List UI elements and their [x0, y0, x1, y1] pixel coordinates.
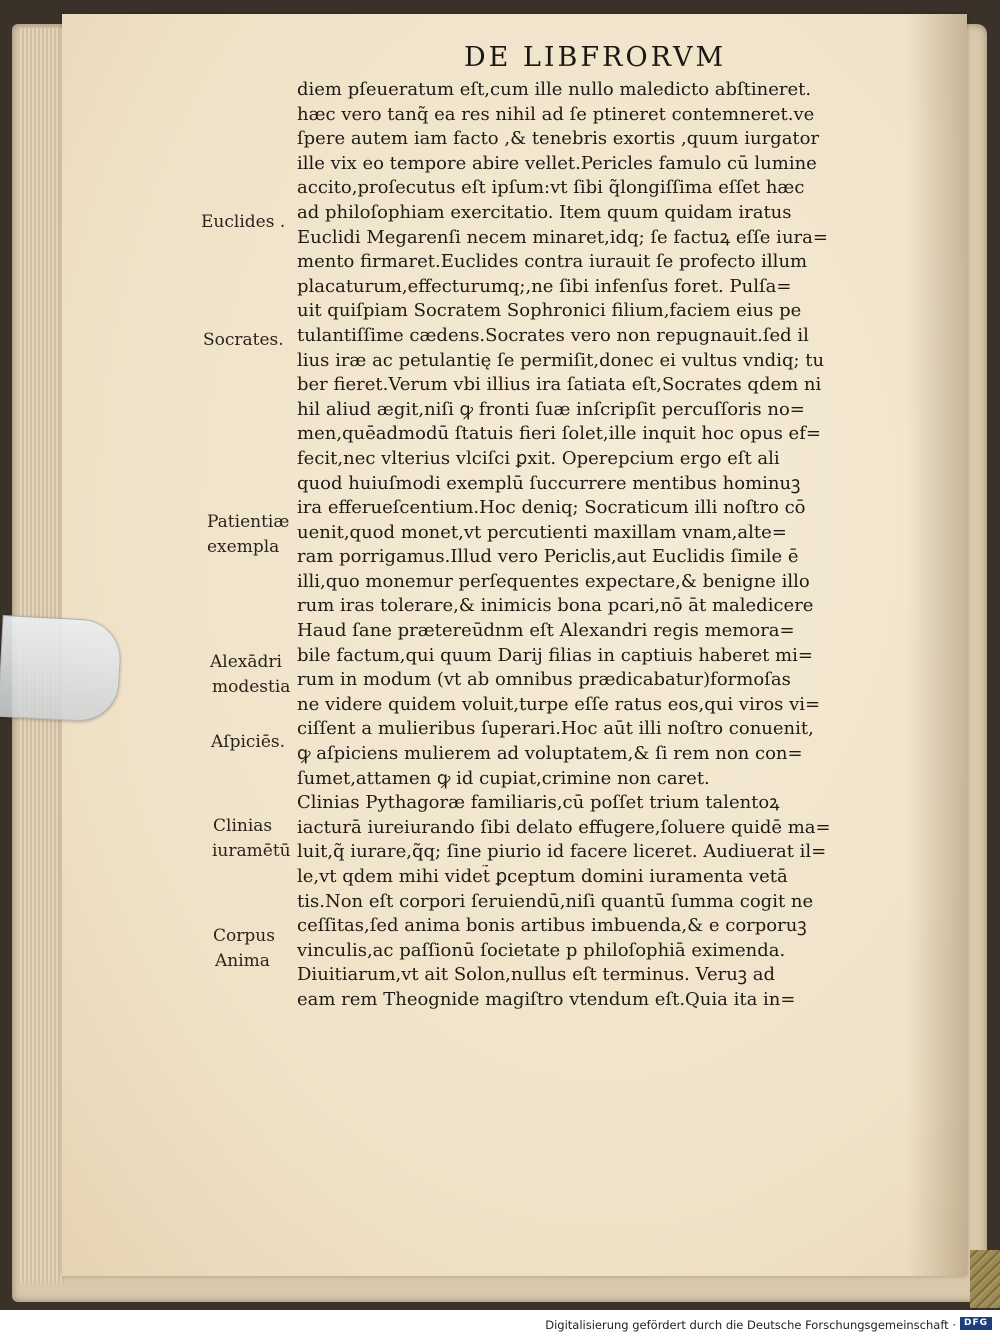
margin-note-euclides: Euclides . [201, 212, 286, 232]
text-line: ad philoſophiam exercitatio. Item quum quidam iratus [297, 201, 792, 223]
text-line: le,vt qdem mihi videt̃ ꝑceptum domini iuramenta vetā [297, 866, 788, 887]
text-line: ciſſent a mulieribus ſuperari.Hoc aūt illi noſtro conuenit, [297, 718, 814, 740]
margin-note-exempla: exempla [207, 537, 280, 557]
margin-note-anima: Anima [215, 951, 270, 971]
text-line: illi,quo monemur perſequentes expectare,& benigne illo [297, 570, 810, 592]
text-line: tis.Non eſt corpori ſeruiendū,niſi quantū ſumma cogit ne [297, 890, 814, 912]
text-line: mento firmaret.Euclides contra iurauit ſe profecto illum [297, 251, 808, 273]
text-line: Euclidi Megarenſi necem minaret,idq; ſe factuꝝ eſſe iura= [297, 226, 828, 248]
text-line: uit quiſpiam Socratem Sophronici filium,faciem eius pe [297, 300, 802, 322]
text-line: hæc vero tanq̃ ea res nihil ad ſe ptineret contemneret.ve [297, 103, 815, 125]
text-line: luit,q̃ iurare,q̃q; ſine piurio id facere liceret. Audiuerat il= [297, 841, 827, 863]
text-line: accito,proſecutus eſt ipſum:vt ſibi q̃longiſſima eſſet hæc [297, 177, 805, 199]
text-line: ille vix eo tempore abire vellet.Pericles famulo cū lumine [297, 152, 817, 174]
text-line: ira efferueſcentium.Hoc deniq; Socraticum illi noſtro cō [297, 497, 806, 519]
margin-note-socrates: Socrates. [203, 330, 284, 350]
dfg-logo: DFG [960, 1317, 992, 1330]
margin-note-corpus: Corpus [213, 926, 275, 946]
gutter-shadow [907, 14, 967, 1276]
text-line: tulantiſſime cædens.Socrates vero non repugnauit.ſed il [297, 324, 809, 346]
text-line: ſumet,attamen ꝙ id cupiat,crimine non caret. [297, 767, 710, 789]
text-line: fecit,nec vlterius vlciſci ꝑxit. Operepcium ergo eſt ali [297, 447, 780, 469]
text-line: rum in modum (vt ab omnibus prædicabatur)formoſas [297, 669, 791, 691]
text-line: ceſſitas,ſed anima bonis artibus imbuenda,& e corporuꝫ [297, 915, 807, 937]
text-line: Diuitiarum,vt ait Solon,nullus eſt terminus. Veruꝫ ad [297, 964, 775, 986]
text-line: placaturum,effecturumq;,ne ſibi infenſus foret. Pulſa= [297, 275, 792, 297]
text-line: eam rem Theognide magiſtro vtendum eſt.Quia ita in= [297, 988, 796, 1010]
footer-bar [0, 1310, 1000, 1337]
margin-note-clinias: Clinias [213, 816, 273, 836]
text-line: rum iras tolerare,& inimicis bona pcari,nō āt maledicere [297, 595, 814, 617]
text-line: men,quēadmodū ſtatuis fieri ſolet,ille inquit hoc opus ef= [297, 423, 821, 445]
margin-note-iuramentum: iuramētū [212, 841, 291, 861]
text-line: ne videre quidem voluit,turpe eſſe ratus eos,qui viros vi= [297, 693, 821, 715]
bookmark-strip [0, 615, 123, 723]
text-line: ſpere autem iam facto ,& tenebris exortis ,quum iurgator [297, 128, 820, 150]
margin-note-aspiciens: Aſpiciēs. [211, 732, 286, 752]
text-line: ram porrigamus.Illud vero Periclis,aut Euclidis ſimile ē [297, 546, 799, 568]
text-line: lius iræ ac petulantię ſe permiſit,donec ei vultus vndiq; tu [297, 349, 825, 371]
margin-note-alexandri: Alexādri [210, 652, 282, 672]
text-line: ꝙ aſpiciens mulierem ad voluptatem,& ſi rem non con= [297, 743, 803, 765]
text-line: Clinias Pythagoræ familiaris,cū poſſet trium talentoꝝ [297, 792, 780, 814]
text-line: ber fieret.Verum vbi illius ira ſatiata eſt,Socrates qdem ni [297, 374, 822, 396]
ribbon-bookmark [970, 1250, 1000, 1308]
margin-note-patientiae: Patientiæ [207, 512, 290, 532]
text-line: uenit,quod monet,vt percutienti maxillam vnam,alte= [297, 521, 787, 543]
running-header: DE LIBFRORVM [464, 42, 727, 73]
text-line: vinculis,ac paſſionū ſocietate p philoſophiā eximenda. [297, 939, 786, 961]
text-line: quod huiuſmodi exemplū ſuccurrere mentibus hominuꝫ [297, 472, 801, 494]
text-line: diem pſeueratum eſt,cum ille nullo maledicto abſtineret. [297, 79, 812, 100]
text-line: Haud ſane prætereūdnm eſt Alexandri regis memora= [297, 620, 795, 642]
margin-note-modestia: modestia [212, 677, 291, 697]
text-line: hil aliud ægit,niſi ꝙ fronti ſuæ inſcripſit percuſſoris no= [297, 398, 805, 420]
text-line: bile factum,qui quum Darij filias in captiuis haberet mi= [297, 644, 813, 666]
text-line: iacturā iureiurando ſibi delato effugere,ſoluere quidē ma= [297, 816, 831, 838]
body-text [297, 78, 909, 1013]
funding-credit: Digitalisierung gefördert durch die Deutsche Forschungsgemeinschaft · [545, 1318, 956, 1332]
